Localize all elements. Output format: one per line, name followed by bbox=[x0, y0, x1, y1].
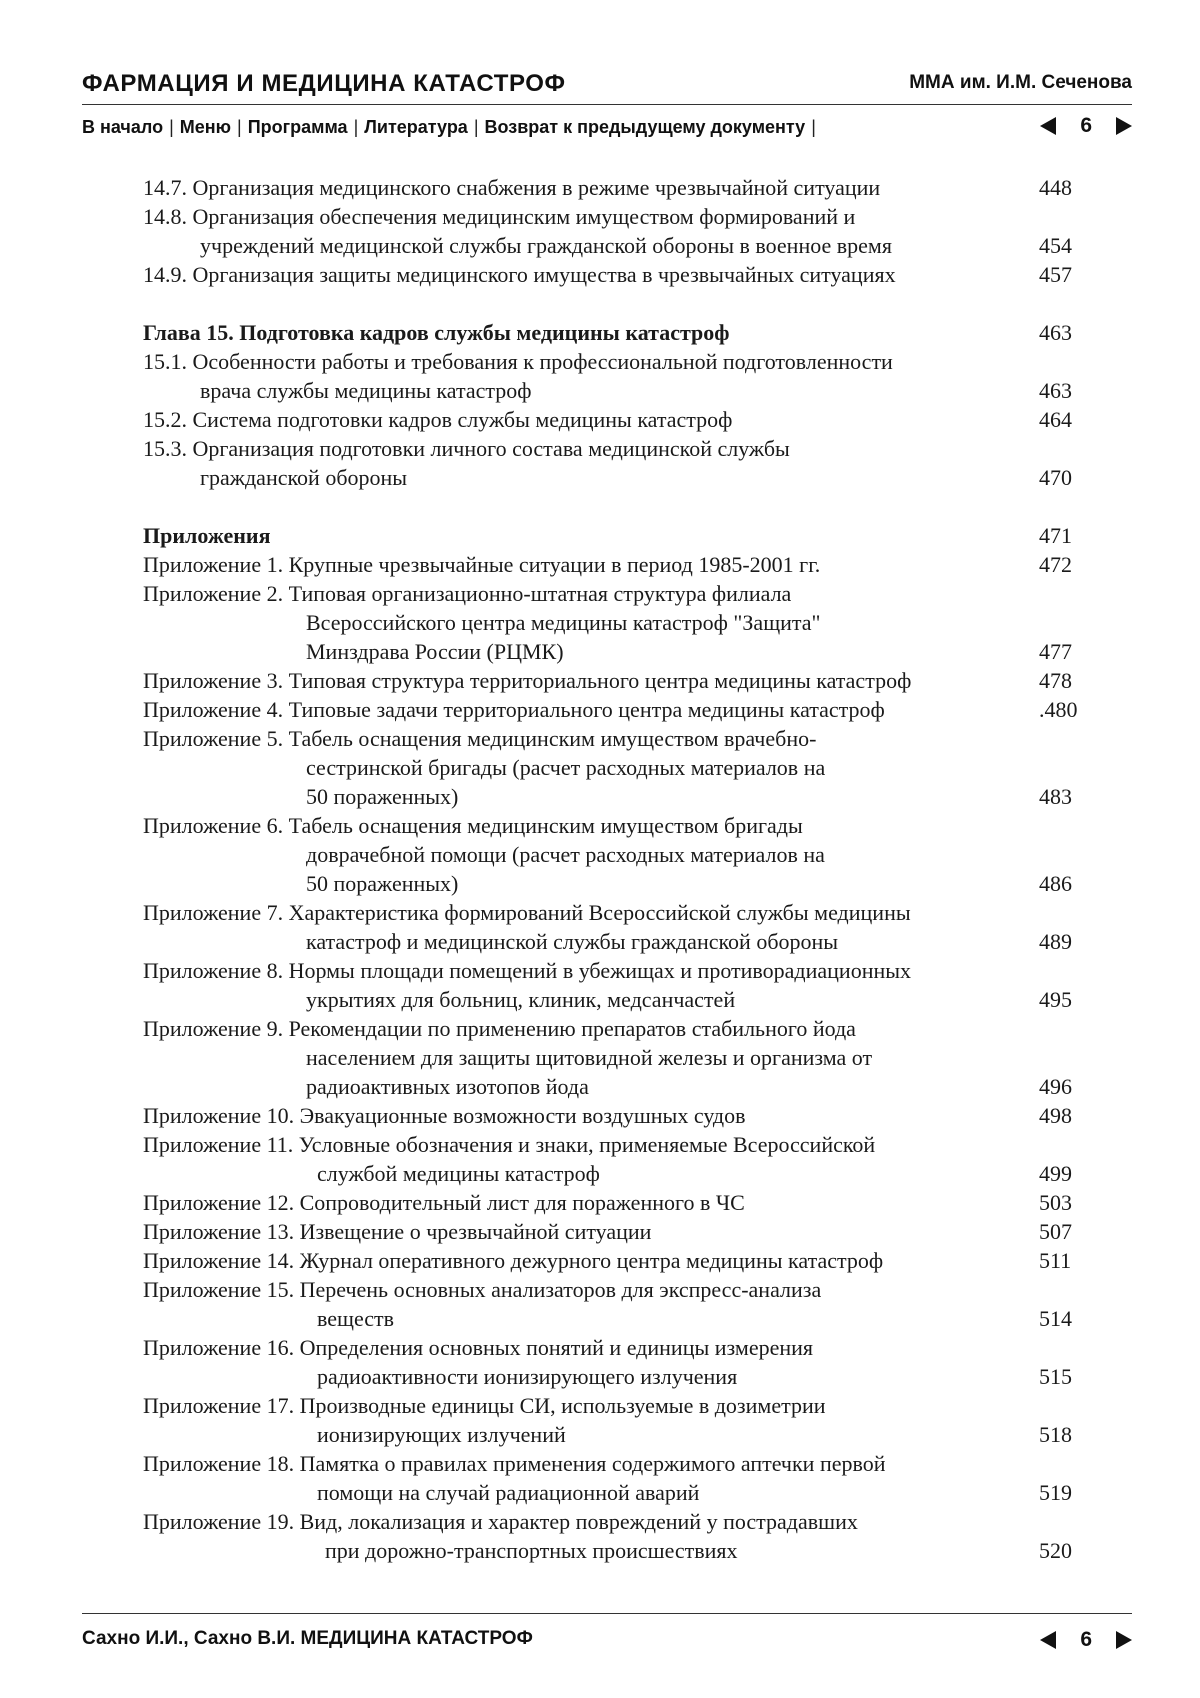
toc-entry[interactable] bbox=[143, 1130, 1083, 1188]
toc-entry-text bbox=[143, 956, 1003, 1014]
toc-page-number: 471 bbox=[1039, 523, 1072, 548]
toc-entry[interactable] bbox=[143, 1101, 1083, 1130]
toc-entry[interactable] bbox=[143, 1217, 1083, 1246]
toc-entry-line: Приложение 16. Определения основных понятий и единицы измерения bbox=[143, 1335, 814, 1360]
toc-entry[interactable] bbox=[143, 434, 1083, 492]
nav-separator: | bbox=[237, 116, 242, 137]
toc-entry[interactable] bbox=[143, 1507, 1083, 1565]
toc-page-number: 503 bbox=[1039, 1190, 1072, 1215]
toc-page-number: 470 bbox=[1039, 465, 1072, 490]
page-navigator-top bbox=[1040, 114, 1132, 138]
toc-entry-text bbox=[143, 1014, 1003, 1101]
toc-entry-line: Приложение 5. Табель оснащения медицинским имуществом врачебно- bbox=[143, 726, 817, 751]
toc-entry-text: Приложение 3. Типовая структура территориального центра медицины катастроф bbox=[143, 668, 912, 693]
toc-entry[interactable] bbox=[143, 666, 1083, 695]
toc-entry-text bbox=[143, 202, 1003, 260]
toc-entry-line: катастроф и медицинской службы гражданской обороны bbox=[306, 929, 839, 954]
toc-page-number: 463 bbox=[1039, 320, 1072, 345]
toc-page-number: 496 bbox=[1039, 1074, 1072, 1099]
prev-page-arrow-icon[interactable] bbox=[1040, 117, 1056, 135]
toc-entry[interactable] bbox=[143, 1275, 1083, 1333]
toc-entry[interactable] bbox=[143, 202, 1083, 260]
next-page-arrow-icon[interactable] bbox=[1116, 117, 1132, 135]
toc-entry-line: Приложение 17. Производные единицы СИ, используемые в дозиметрии bbox=[143, 1393, 826, 1418]
toc-entry[interactable] bbox=[143, 1333, 1083, 1391]
toc-entry-text: Приложения bbox=[143, 523, 271, 548]
toc-entry-line: веществ bbox=[317, 1306, 395, 1331]
toc-entry-line: населением для защиты щитовидной железы и организма от bbox=[306, 1045, 873, 1070]
nav-link-back[interactable]: Возврат к предыдущему документу bbox=[484, 116, 806, 137]
toc-page-number: 515 bbox=[1039, 1364, 1072, 1389]
toc-page-number: .480 bbox=[1039, 697, 1078, 722]
toc-entry-text bbox=[143, 1391, 1003, 1449]
page-navigator-bottom bbox=[1040, 1628, 1132, 1652]
toc-page-number: 464 bbox=[1039, 407, 1072, 432]
toc-entry-text: 14.7. Организация медицинского снабжения в режиме чрезвычайной ситуации bbox=[143, 175, 881, 200]
footer-title: Сахно И.И., Сахно В.И. МЕДИЦИНА КАТАСТРОФ bbox=[82, 1628, 533, 1649]
toc-entry-text bbox=[143, 1507, 1003, 1565]
toc-entry-line: при дорожно-транспортных происшествиях bbox=[325, 1538, 738, 1563]
toc-entry-line: радиоактивности ионизирующего излучения bbox=[317, 1364, 738, 1389]
toc-entry[interactable] bbox=[143, 550, 1083, 579]
toc-entry-text bbox=[143, 1275, 1003, 1333]
toc-page-number: 519 bbox=[1039, 1480, 1072, 1505]
nav-separator: | bbox=[353, 116, 359, 137]
toc-entry-text bbox=[143, 811, 1003, 898]
nav-link-program[interactable]: Программа bbox=[247, 116, 348, 137]
toc-entry-text: 15.2. Система подготовки кадров службы медицины катастроф bbox=[143, 407, 733, 432]
toc-entry-line: 50 пораженных) bbox=[306, 871, 459, 896]
toc-entry[interactable] bbox=[143, 1391, 1083, 1449]
toc-entry[interactable] bbox=[143, 956, 1083, 1014]
toc-page-number: 511 bbox=[1039, 1248, 1072, 1273]
toc-entry[interactable] bbox=[143, 347, 1083, 405]
toc-entry-line: Приложение 19. Вид, локализация и характер повреждений у пострадавших bbox=[143, 1509, 858, 1534]
page-number: 6 bbox=[1080, 114, 1092, 137]
toc-entry[interactable] bbox=[143, 1014, 1083, 1101]
toc-page-number: 518 bbox=[1039, 1422, 1072, 1447]
toc-entry-line: радиоактивных изотопов йода bbox=[306, 1074, 589, 1099]
toc-entry-line: врача службы медицины катастроф bbox=[200, 378, 532, 403]
toc-entry-line: Приложение 8. Нормы площади помещений в убежищах и противорадиационных bbox=[143, 958, 912, 983]
toc-entry-line: 15.1. Особенности работы и требования к профессиональной подготовленности bbox=[143, 349, 893, 374]
toc-entry-line: Минздрава России (РЦМК) bbox=[306, 639, 564, 664]
toc-entry[interactable] bbox=[143, 1246, 1083, 1275]
toc-page-number: 489 bbox=[1039, 929, 1072, 954]
toc-chapter-heading[interactable] bbox=[143, 318, 1083, 347]
nav-link-home[interactable]: В начало bbox=[82, 116, 164, 137]
toc-entry[interactable] bbox=[143, 405, 1083, 434]
footer-divider bbox=[82, 1613, 1132, 1614]
nav-separator: | bbox=[169, 116, 174, 137]
publisher-label: ММА им. И.М. Сеченова bbox=[909, 72, 1132, 93]
toc-page-number: 520 bbox=[1039, 1538, 1072, 1563]
toc-page-number: 498 bbox=[1039, 1103, 1072, 1128]
nav-separator: | bbox=[473, 116, 479, 137]
toc-entry-line: Приложение 15. Перечень основных анализаторов для экспресс-анализа bbox=[143, 1277, 822, 1302]
toc-page-number: 457 bbox=[1039, 262, 1072, 287]
toc-entry-text bbox=[143, 434, 1003, 492]
toc-entry-text bbox=[143, 1130, 1003, 1188]
toc-page-number: 477 bbox=[1039, 639, 1072, 664]
toc-entry-line: Приложение 6. Табель оснащения медицинским имуществом бригады bbox=[143, 813, 803, 838]
toc-entry[interactable] bbox=[143, 811, 1083, 898]
toc-page-number: 454 bbox=[1039, 233, 1072, 258]
toc-entry-text bbox=[143, 898, 1003, 956]
toc-entry-line: Приложение 7. Характеристика формирований Всероссийской службы медицины bbox=[143, 900, 911, 925]
next-page-arrow-icon[interactable] bbox=[1116, 1631, 1132, 1649]
toc-entry-line: Приложение 9. Рекомендации по применению препаратов стабильного йода bbox=[143, 1016, 856, 1041]
toc-page-number: 483 bbox=[1039, 784, 1072, 809]
toc-entry-text: Приложение 12. Сопроводительный лист для пораженного в ЧС bbox=[143, 1190, 745, 1215]
toc-entry[interactable] bbox=[143, 1449, 1083, 1507]
prev-page-arrow-icon[interactable] bbox=[1040, 1631, 1056, 1649]
header-divider bbox=[82, 104, 1132, 105]
toc-entry-line: Приложение 2. Типовая организационно-штатная структура филиала bbox=[143, 581, 792, 606]
toc-entry-line: 15.3. Организация подготовки личного состава медицинской службы bbox=[143, 436, 790, 461]
toc-appendices-heading[interactable] bbox=[143, 521, 1083, 550]
toc-entry-line: 50 пораженных) bbox=[306, 784, 459, 809]
toc-entry-text: Приложение 1. Крупные чрезвычайные ситуации в период 1985-2001 гг. bbox=[143, 552, 821, 577]
toc-page-number: 507 bbox=[1039, 1219, 1072, 1244]
toc-entry-line: Приложение 11. Условные обозначения и знаки, применяемые Всероссийской bbox=[143, 1132, 876, 1157]
toc-entry-line: 14.8. Организация обеспечения медицинским имуществом формирований и bbox=[143, 204, 856, 229]
toc-entry[interactable] bbox=[143, 173, 1083, 202]
page-number: 6 bbox=[1080, 1628, 1092, 1651]
toc-entry-text bbox=[143, 724, 1003, 811]
toc-entry[interactable] bbox=[143, 260, 1083, 289]
toc-entry-text bbox=[143, 579, 1003, 666]
navigation-bar bbox=[82, 114, 822, 140]
toc-page-number: 463 bbox=[1039, 378, 1072, 403]
toc-page-number: 472 bbox=[1039, 552, 1072, 577]
toc-entry-line: сестринской бригады (расчет расходных материалов на bbox=[306, 755, 826, 780]
document-title: ФАРМАЦИЯ И МЕДИЦИНА КАТАСТРОФ bbox=[82, 70, 566, 97]
nav-link-literature[interactable]: Литература bbox=[364, 116, 468, 137]
toc-entry[interactable] bbox=[143, 1188, 1083, 1217]
toc-entry-line: службой медицины катастроф bbox=[317, 1161, 600, 1186]
toc-page-number: 486 bbox=[1039, 871, 1072, 896]
toc-entry-text: Приложение 13. Извещение о чрезвычайной ситуации bbox=[143, 1219, 652, 1244]
toc-entry[interactable] bbox=[143, 724, 1083, 811]
toc-entry-line: доврачебной помощи (расчет расходных материалов на bbox=[306, 842, 825, 867]
toc-entry-line: Всероссийского центра медицины катастроф "Защита" bbox=[306, 610, 821, 635]
toc-entry[interactable] bbox=[143, 579, 1083, 666]
toc-entry-line: укрытиях для больниц, клиник, медсанчастей bbox=[306, 987, 736, 1012]
nav-separator: | bbox=[811, 116, 816, 137]
toc-entry-line: ионизирующих излучений bbox=[317, 1422, 566, 1447]
table-of-contents bbox=[143, 173, 1083, 1565]
nav-link-menu[interactable]: Меню bbox=[179, 116, 232, 137]
toc-page-number: 514 bbox=[1039, 1306, 1072, 1331]
toc-entry-line: Приложение 18. Памятка о правилах применения содержимого аптечки первой bbox=[143, 1451, 886, 1476]
toc-entry[interactable] bbox=[143, 695, 1083, 724]
toc-page-number: 448 bbox=[1039, 175, 1072, 200]
toc-entry-text bbox=[143, 1333, 1003, 1391]
toc-entry-text bbox=[143, 1449, 1003, 1507]
toc-entry-line: гражданской обороны bbox=[200, 465, 408, 490]
toc-entry-text: Глава 15. Подготовка кадров службы медицины катастроф bbox=[143, 320, 730, 345]
toc-entry-text: Приложение 14. Журнал оперативного дежурного центра медицины катастроф bbox=[143, 1248, 884, 1273]
toc-page-number: 495 bbox=[1039, 987, 1072, 1012]
toc-entry-line: учреждений медицинской службы гражданской обороны в военное время bbox=[200, 233, 892, 258]
toc-entry-text bbox=[143, 347, 1003, 405]
toc-page-number: 478 bbox=[1039, 668, 1072, 693]
toc-entry-text: 14.9. Организация защиты медицинского имущества в чрезвычайных ситуациях bbox=[143, 262, 896, 287]
toc-entry[interactable] bbox=[143, 898, 1083, 956]
toc-entry-line: помощи на случай радиационной аварий bbox=[317, 1480, 700, 1505]
toc-entry-text: Приложение 10. Эвакуационные возможности воздушных судов bbox=[143, 1103, 746, 1128]
toc-page-number: 499 bbox=[1039, 1161, 1072, 1186]
toc-entry-text: Приложение 4. Типовые задачи территориального центра медицины катастроф bbox=[143, 697, 885, 722]
